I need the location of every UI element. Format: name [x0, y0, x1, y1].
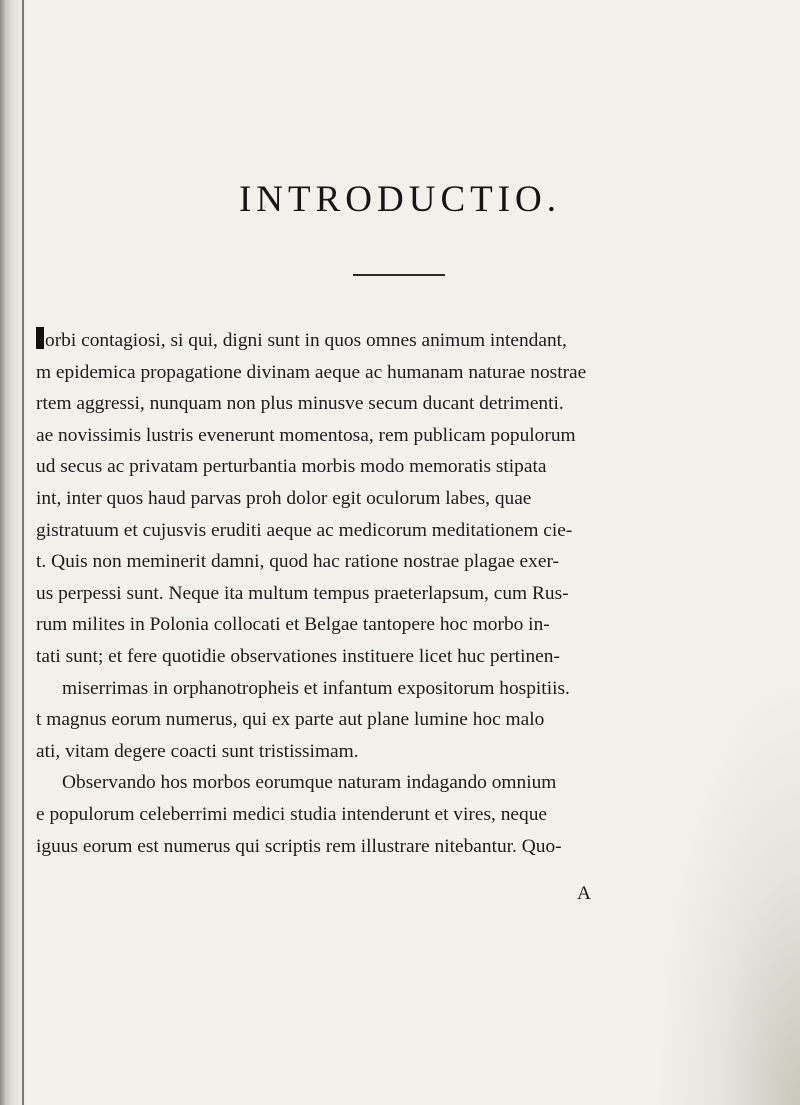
- text-line-3: rtem aggressi, nunquam non plus minusve secum ducant detrimenti.: [36, 393, 564, 415]
- text-line-11: tati sunt; et fere quotidie observationes instituere licet huc pertinen-: [36, 645, 560, 667]
- text-line-4: ae novissimis lustris evenerunt momentosa, rem publicam populorum: [36, 424, 576, 446]
- text-line-1-content: orbi contagiosi, si qui, digni sunt in quos omnes animum intendant,: [45, 330, 567, 351]
- text-line-8: t. Quis non meminerit damni, quod hac ratione nostrae plagae exer-: [36, 551, 559, 573]
- body-text: [36, 325, 796, 862]
- text-line-12: miserrimas in orphanotropheis et infantum expositorum hospitiis.: [62, 677, 570, 699]
- text-line-6: int, inter quos haud parvas proh dolor egit oculorum labes, quae: [36, 487, 532, 509]
- text-line-10: rum milites in Polonia collocati et Belgae tantopere hoc morbo in-: [36, 614, 550, 636]
- text-line-2: m epidemica propagatione divinam aeque ac humanam naturae nostrae: [36, 361, 587, 383]
- initial-letter-mark: [36, 327, 44, 349]
- title-rule: [353, 274, 445, 276]
- binding-edge: [22, 0, 24, 1105]
- text-line-1: [36, 325, 796, 357]
- text-line-13: t magnus eorum numerus, qui ex parte aut plane lumine hoc malo: [36, 709, 545, 731]
- text-line-14: ati, vitam degere coacti sunt tristissimam.: [36, 740, 359, 762]
- text-line-16: e populorum celeberrimi medici studia intenderunt et vires, neque: [36, 803, 547, 825]
- text-line-17: iguus eorum est numerus qui scriptis rem illustrare nitebantur. Quo-: [36, 835, 562, 857]
- text-line-9: us perpessi sunt. Neque ita multum tempus praeterlapsum, cum Rus-: [36, 582, 569, 604]
- text-line-15: Observando hos morbos eorumque naturam indagando omnium: [62, 772, 557, 794]
- text-line-7: gistratuum et cujusvis eruditi aeque ac medicorum meditationem cie-: [36, 519, 573, 541]
- page-title: INTRODUCTIO.: [238, 179, 562, 220]
- text-line-5: ud secus ac privatam perturbantia morbis modo memoratis stipata: [36, 456, 547, 478]
- signature-mark: A: [577, 883, 592, 904]
